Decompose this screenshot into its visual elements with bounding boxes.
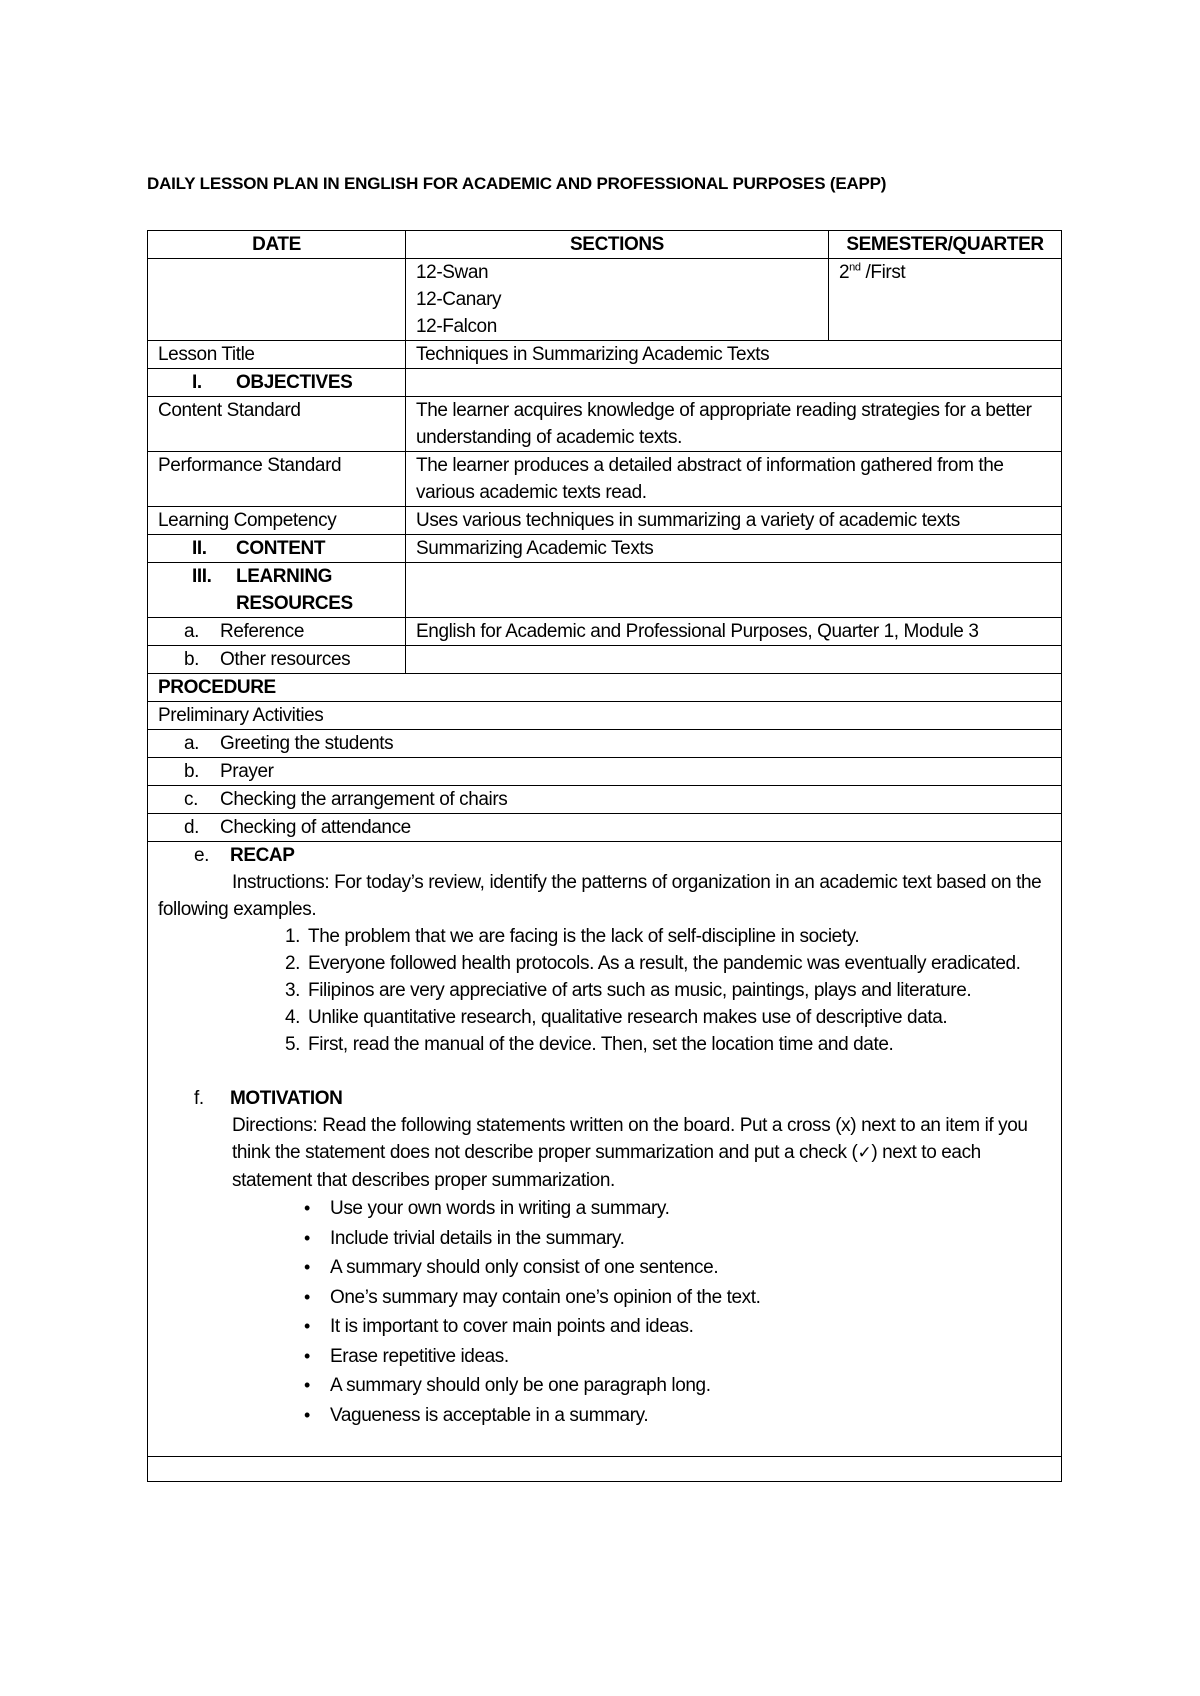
motivation-item: • One’s summary may contain one’s opinion of the text. <box>304 1283 1051 1313</box>
recap-item-text: Everyone followed health protocols. As a result, the pandemic was eventually eradicated. <box>308 953 1021 974</box>
learning-competency-label: Learning Competency <box>148 507 406 535</box>
activities-row <box>148 842 1062 1457</box>
content-value: Summarizing Academic Texts <box>406 535 1062 563</box>
recap-letter: e. <box>194 845 210 866</box>
prelim-letter: d. <box>184 817 200 838</box>
other-resources-value <box>406 646 1062 674</box>
learning-resources-label-1: LEARNING <box>236 566 333 587</box>
recap-item <box>270 1004 1051 1031</box>
other-resources-label <box>148 646 406 674</box>
semester-header: SEMESTER/QUARTER <box>829 231 1062 259</box>
recap-item <box>270 1031 1051 1058</box>
motivation-item: • Vagueness is acceptable in a summary. <box>304 1401 1051 1431</box>
prelim-text: Checking the arrangement of chairs <box>220 789 508 810</box>
motivation-item: • Erase repetitive ideas. <box>304 1342 1051 1372</box>
prelim-text: Prayer <box>220 761 274 782</box>
content-numeral: II. <box>192 538 207 559</box>
lesson-title-value: Techniques in Summarizing Academic Texts <box>406 341 1062 369</box>
motivation-item: • Use your own words in writing a summary. <box>304 1194 1051 1224</box>
prelim-item-row <box>148 758 1062 786</box>
recap-item <box>270 950 1051 977</box>
header-row <box>148 231 1062 259</box>
motivation-list <box>158 1194 1051 1430</box>
reference-letter: a. <box>184 621 200 642</box>
reference-row <box>148 618 1062 646</box>
prelim-text: Greeting the students <box>220 733 394 754</box>
motivation-directions <box>158 1112 1051 1194</box>
section-item: 12-Falcon <box>416 316 497 337</box>
content-row <box>148 535 1062 563</box>
prelim-item-row <box>148 730 1062 758</box>
recap-instructions: Instructions: For today’s review, identify the patterns of organization in an academic text based on the following examples. <box>158 872 1042 920</box>
content-standard-value: The learner acquires knowledge of appropriate reading strategies for a better understanding of academic texts. <box>406 397 1062 452</box>
recap-item-number: 4. <box>284 1007 300 1028</box>
recap-list <box>158 923 1051 1058</box>
motivation-item: • A summary should only consist of one sentence. <box>304 1253 1051 1283</box>
recap-item <box>270 923 1051 950</box>
lesson-title-label: Lesson Title <box>148 341 406 369</box>
content-standard-row <box>148 397 1062 452</box>
reference-label <box>148 618 406 646</box>
performance-standard-row <box>148 452 1062 507</box>
learning-resources-row <box>148 563 1062 618</box>
sections-header: SECTIONS <box>406 231 829 259</box>
prelim-letter: c. <box>184 789 198 810</box>
semester-cell <box>829 259 1062 341</box>
recap-title: RECAP <box>230 845 295 866</box>
learning-resources-numeral: III. <box>192 566 212 587</box>
objectives-numeral: I. <box>192 372 202 393</box>
prelim-letter: b. <box>184 761 200 782</box>
motivation-heading <box>158 1085 1051 1112</box>
recap-item-number: 5. <box>284 1034 300 1055</box>
prelim-item <box>148 786 1062 814</box>
empty-cell <box>148 1457 1062 1482</box>
motivation-item: • A summary should only be one paragraph long. <box>304 1371 1051 1401</box>
procedure-row <box>148 674 1062 702</box>
preliminary-row <box>148 702 1062 730</box>
date-cell <box>148 259 406 341</box>
content-heading <box>148 535 406 563</box>
learning-resources-label-2: RESOURCES <box>236 593 353 614</box>
prelim-letter: a. <box>184 733 200 754</box>
motivation-directions-part-1: Directions: Read the following statements written on the board. Put a cross (x) next to an item if you think the statement does not describe proper summarization and put a check ( <box>232 1115 1028 1163</box>
recap-item-text: The problem that we are facing is the lack of self-discipline in society. <box>308 926 860 947</box>
prelim-item-row <box>148 786 1062 814</box>
reference-value: English for Academic and Professional Purposes, Quarter 1, Module 3 <box>406 618 1062 646</box>
date-header: DATE <box>148 231 406 259</box>
procedure-heading: PROCEDURE <box>148 674 1062 702</box>
recap-item-text: Unlike quantitative research, qualitative research makes use of descriptive data. <box>308 1007 948 1028</box>
prelim-item-row <box>148 814 1062 842</box>
prelim-text: Checking of attendance <box>220 817 411 838</box>
lesson-title-row <box>148 341 1062 369</box>
preliminary-heading: Preliminary Activities <box>148 702 1062 730</box>
empty-row <box>148 1457 1062 1482</box>
recap-item-number: 2. <box>284 953 300 974</box>
objectives-heading <box>148 369 406 397</box>
other-resources-row <box>148 646 1062 674</box>
learning-resources-heading <box>148 563 406 618</box>
performance-standard-label: Performance Standard <box>148 452 406 507</box>
details-row <box>148 259 1062 341</box>
semester-ordinal: 2 <box>839 262 850 283</box>
section-item: 12-Canary <box>416 289 502 310</box>
content-standard-label: Content Standard <box>148 397 406 452</box>
sections-cell <box>406 259 829 341</box>
other-resources-label-text: Other resources <box>220 649 351 670</box>
recap-item-text: Filipinos are very appreciative of arts such as music, paintings, plays and literature. <box>308 980 972 1001</box>
section-item: 12-Swan <box>416 262 489 283</box>
learning-competency-value: Uses various techniques in summarizing a variety of academic texts <box>406 507 1062 535</box>
motivation-letter: f. <box>194 1088 204 1109</box>
objectives-empty <box>406 369 1062 397</box>
motivation-title: MOTIVATION <box>230 1088 343 1109</box>
recap-heading <box>158 842 1051 869</box>
learning-competency-row <box>148 507 1062 535</box>
prelim-item <box>148 730 1062 758</box>
motivation-item: • Include trivial details in the summary. <box>304 1224 1051 1254</box>
document-title: DAILY LESSON PLAN IN ENGLISH FOR ACADEMIC AND PROFESSIONAL PURPOSES (EAPP) <box>147 174 887 193</box>
semester-rest: /First <box>860 262 906 283</box>
activities-cell <box>148 842 1062 1457</box>
recap-item-number: 3. <box>284 980 300 1001</box>
prelim-item <box>148 814 1062 842</box>
check-icon: ✓ <box>857 1143 872 1163</box>
reference-label-text: Reference <box>220 621 305 642</box>
motivation-directions-part-2: ) next to each statement that describes proper summarization. <box>232 1142 981 1191</box>
recap-item-text: First, read the manual of the device. Then, set the location time and date. <box>308 1034 894 1055</box>
content-label: CONTENT <box>236 538 326 559</box>
lesson-plan-table <box>147 230 1062 1482</box>
semester-suffix: nd <box>849 261 861 274</box>
performance-standard-value: The learner produces a detailed abstract of information gathered from the various academic texts read. <box>406 452 1062 507</box>
other-resources-letter: b. <box>184 649 200 670</box>
learning-resources-empty <box>406 563 1062 618</box>
recap-item-number: 1. <box>284 926 300 947</box>
prelim-item <box>148 758 1062 786</box>
motivation-item: • It is important to cover main points and ideas. <box>304 1312 1051 1342</box>
objectives-label: OBJECTIVES <box>236 372 353 393</box>
recap-item <box>270 977 1051 1004</box>
objectives-row <box>148 369 1062 397</box>
